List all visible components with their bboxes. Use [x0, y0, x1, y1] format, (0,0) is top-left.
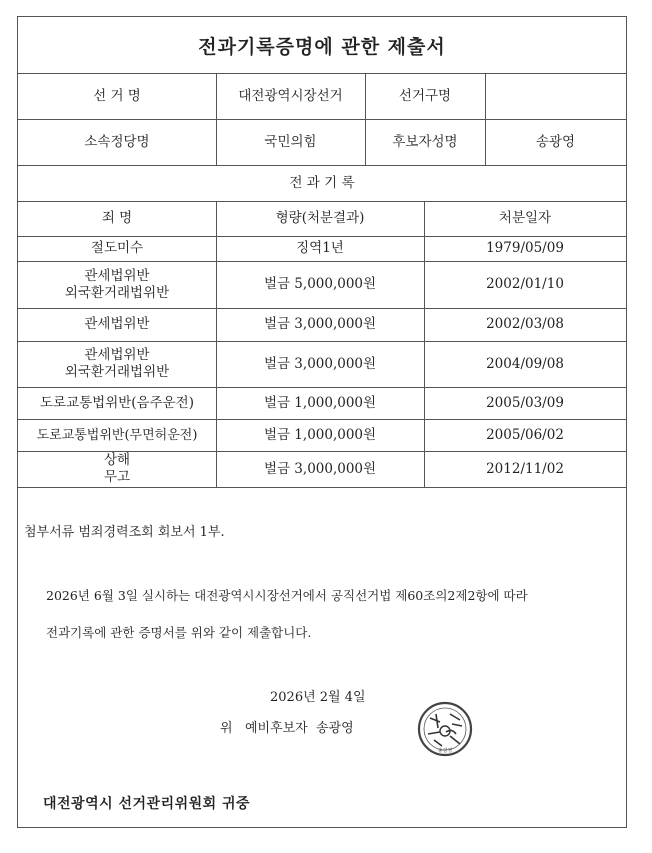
candidate-value: 송광영	[535, 133, 576, 150]
submission-form	[17, 16, 627, 828]
party-label: 소속정당명	[84, 133, 150, 150]
candidate-label: 후보자성명	[392, 133, 458, 150]
grid-line	[18, 119, 626, 120]
election-name-label: 선 거 명	[93, 87, 141, 104]
grid-line	[365, 73, 366, 165]
record-heading: 전 과 기 록	[289, 174, 355, 191]
grid-line	[18, 236, 626, 237]
record-sentence-7: 벌금 3,000,000원	[263, 460, 377, 477]
closing-addressee: 대전광역시 선거관리위원회 귀중	[43, 796, 251, 812]
district-label: 선거구명	[398, 87, 452, 104]
record-sentence-3: 벌금 3,000,000원	[263, 316, 377, 332]
record-crime-1: 절도미수	[90, 240, 144, 256]
record-date-7: 2012/11/02	[486, 460, 564, 477]
record-date-4: 2004/09/08	[486, 355, 564, 372]
grid-line	[18, 387, 626, 388]
grid-line	[216, 201, 217, 487]
record-crime-7: 상해 무고	[103, 452, 131, 485]
column-header-date: 처분일자	[498, 210, 552, 226]
record-date-6: 2005/06/02	[486, 426, 564, 443]
column-header-sentence: 형량(처분결과)	[275, 210, 365, 226]
district-value	[485, 73, 626, 119]
grid-line	[18, 341, 626, 342]
grid-line	[424, 201, 425, 487]
record-sentence-4: 벌금 3,000,000원	[263, 355, 377, 372]
record-crime-2: 관세법위반 외국환거래법위반	[64, 267, 170, 301]
record-sentence-5: 벌금 1,000,000원	[263, 394, 377, 411]
grid-line	[485, 73, 486, 165]
document-title: 전과기록증명에 관한 제출서	[18, 17, 626, 74]
grid-line	[18, 261, 626, 262]
record-crime-5: 도로교통법위반(음주운전)	[40, 394, 194, 411]
record-date-3: 2002/03/08	[486, 316, 564, 332]
record-date-2: 2002/01/10	[486, 276, 564, 292]
grid-line	[18, 487, 626, 488]
grid-line	[18, 451, 626, 452]
grid-line	[18, 165, 626, 166]
record-crime-3: 관세법위반	[84, 316, 150, 332]
grid-line	[18, 308, 626, 309]
svg-text:송광영: 송광영	[437, 748, 453, 754]
grid-line	[18, 201, 626, 202]
record-crime-6: 도로교통법위반(무면허운전)	[36, 427, 198, 443]
column-header-crime: 죄 명	[101, 210, 133, 226]
grid-line	[18, 419, 626, 420]
grid-line	[216, 73, 217, 165]
party-value: 국민의힘	[264, 133, 317, 150]
record-date-1: 1979/05/09	[486, 240, 564, 256]
attachment-note: 첨부서류 범죄경력조회 회보서 1부.	[24, 525, 225, 540]
signer-line: 위 예비후보자 송광영	[220, 721, 354, 736]
record-date-5: 2005/03/09	[486, 394, 564, 411]
statement-line-1: 2026년 6월 3일 실시하는 대전광역시시장선거에서 공직선거법 제60조의2제2항에 따라	[46, 588, 528, 603]
seal-stamp-icon	[416, 700, 474, 758]
record-crime-4: 관세법위반 외국환거래법위반	[64, 347, 170, 380]
record-sentence-1: 징역1년	[296, 240, 344, 256]
statement-line-2: 전과기록에 관한 증명서를 위와 같이 제출합니다.	[46, 625, 312, 640]
record-sentence-2: 벌금 5,000,000원	[263, 276, 377, 292]
record-sentence-6: 벌금 1,000,000원	[263, 426, 377, 443]
submission-date: 2026년 2월 4일	[270, 690, 366, 705]
election-name-value: 대전광역시장선거	[238, 87, 343, 104]
